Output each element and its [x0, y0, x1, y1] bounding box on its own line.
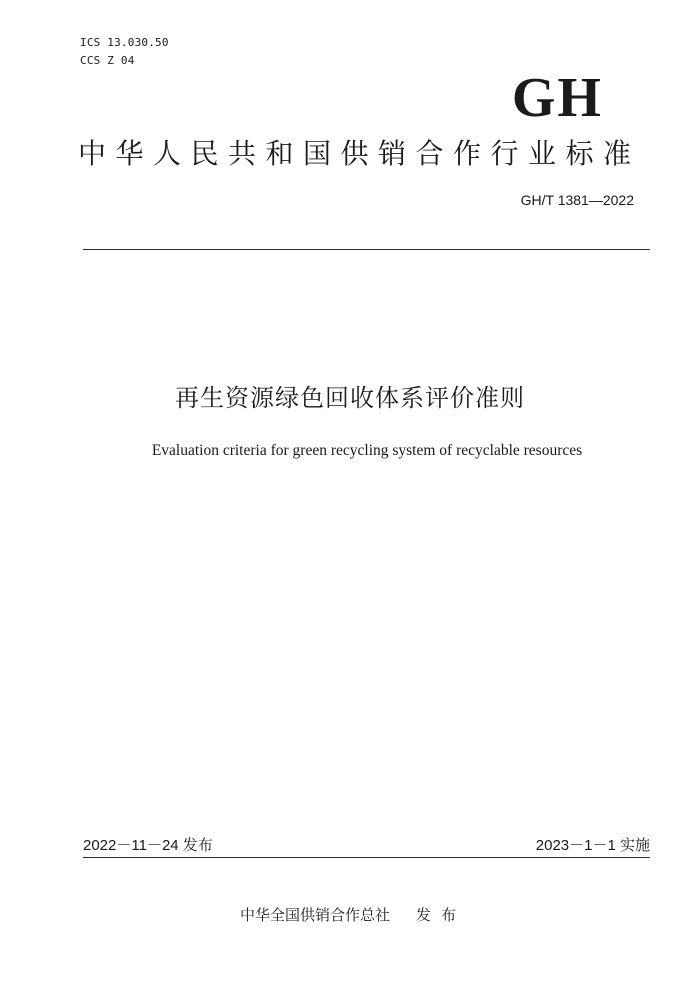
organization-title: 中华人民共和国供销合作行业标准	[78, 137, 641, 170]
ics-code: ICS 13.030.50	[80, 36, 169, 49]
issue-date: 2022－11－24 发布	[83, 837, 213, 854]
gh-logo: GH	[511, 67, 603, 129]
english-title: Evaluation criteria for green recycling system of recyclable resources	[151, 442, 583, 459]
implementation-date: 2023－1－1 实施	[535, 837, 650, 854]
ccs-code: CCS Z 04	[80, 54, 135, 67]
publisher-line	[240, 904, 466, 925]
chinese-title: 再生资源绿色回收体系评价准则	[175, 384, 525, 412]
bottom-divider	[83, 857, 650, 858]
top-divider	[83, 249, 650, 250]
publisher-name: 中华全国供销合作总社	[240, 906, 391, 924]
publish-action: 发布	[416, 906, 467, 924]
standard-number: GH/T 1381—2022	[520, 192, 634, 208]
